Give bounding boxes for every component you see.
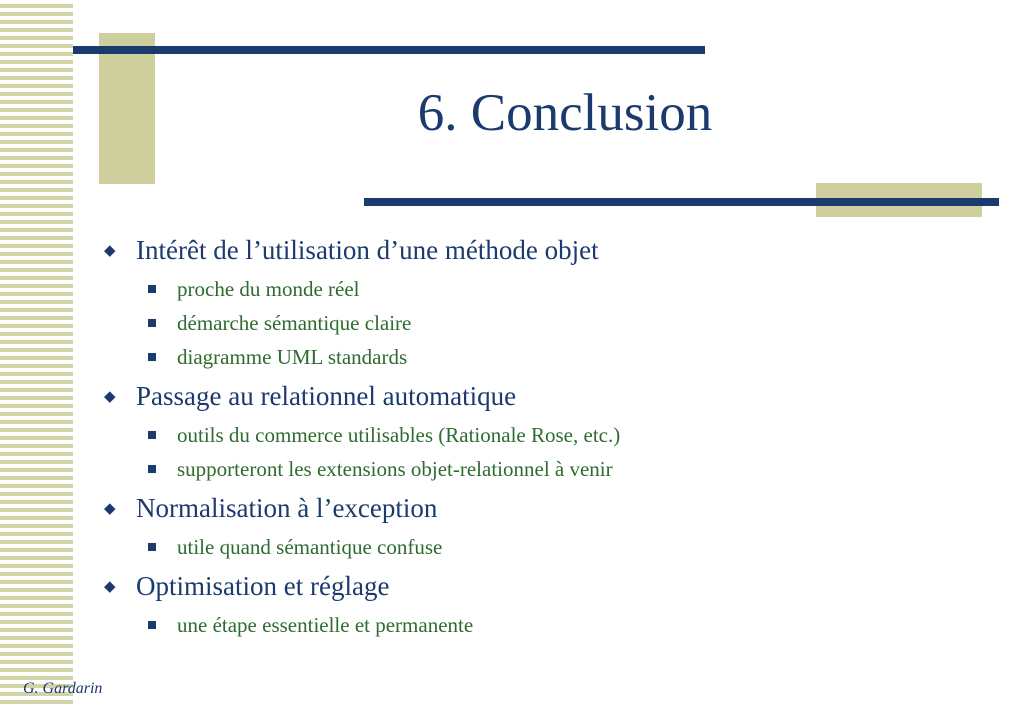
footer-author: G. Gardarin — [23, 680, 103, 697]
square-bullet-icon — [148, 319, 156, 327]
bullet-item — [100, 570, 980, 604]
sub-bullet-text: supporteront les extensions objet-relationnel à venir — [177, 457, 613, 482]
square-bullet-icon — [148, 465, 156, 473]
sub-bullet-item — [100, 311, 980, 336]
sub-bullet-text: utile quand sémantique confuse — [177, 535, 443, 560]
slide-title: 6. Conclusion — [417, 84, 713, 142]
bullet-text: Intérêt de l’utilisation d’une méthode objet — [136, 235, 599, 265]
sub-bullet-item — [100, 277, 980, 302]
sub-bullet-item — [100, 423, 980, 448]
sub-bullet-item — [100, 613, 980, 638]
diamond-bullet-icon: ◆ — [104, 389, 116, 406]
diamond-bullet-icon: ◆ — [104, 579, 116, 596]
square-bullet-icon — [148, 431, 156, 439]
left-stripe-decoration — [0, 0, 73, 708]
diamond-bullet-icon: ◆ — [104, 501, 116, 518]
bullet-text: Normalisation à l’exception — [136, 493, 438, 524]
sub-bullet-text: une étape essentielle et permanente — [177, 613, 474, 638]
square-bullet-icon — [148, 543, 156, 551]
bullet-item — [100, 492, 980, 526]
sub-bullet-text: diagramme UML standards — [177, 345, 408, 370]
square-bullet-icon — [148, 621, 156, 629]
sub-bullet-item — [100, 457, 980, 482]
sub-bullet-item — [100, 535, 980, 560]
sub-bullet-text: outils du commerce utilisables (Rationale Rose, etc.) — [177, 423, 621, 448]
bullet-text: Optimisation et réglage — [136, 571, 390, 602]
bullet-list — [100, 234, 980, 638]
diamond-bullet-icon: ◆ — [104, 243, 116, 259]
top-accent-bar — [73, 46, 705, 54]
top-accent-block — [99, 33, 155, 184]
sub-bullet-text: démarche sémantique claire — [177, 310, 412, 335]
bottom-accent-bar — [364, 198, 999, 206]
square-bullet-icon — [148, 285, 156, 293]
sub-bullet-item — [100, 345, 980, 370]
square-bullet-icon — [148, 353, 156, 361]
bullet-item — [100, 380, 980, 414]
bullet-text: Passage au relationnel automatique — [136, 381, 517, 412]
sub-bullet-text: proche du monde réel — [177, 276, 360, 301]
bullet-item — [100, 234, 980, 268]
